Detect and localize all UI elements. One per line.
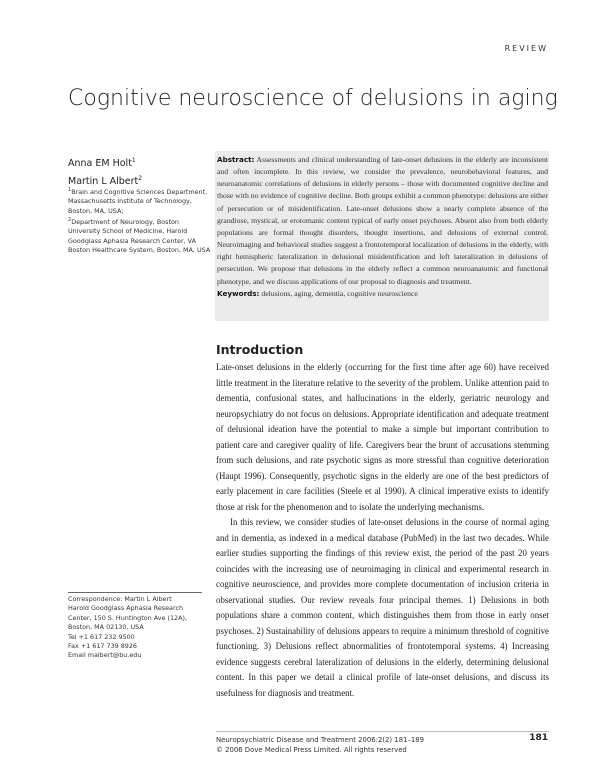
correspondence-line: Harold Goodglass Aphasia Research [68,604,184,613]
body-paragraph: Late-onset delusions in the elderly (occurring for the first time after age 60) have received little treatment in the literature relative to the severity of the problem. Unlike attention paid to dementia, confusional states, and hallucinations in the elderly, geriatric neurology and neuropsychiatry do not focus on delusions. Appropriate identification and adequate treatment of delusional ideation have the potential to make a simple but important contribution to patient care and caregiver quality of life. Caregivers bear the brunt of accusations stemming from such delusions, and rate psychotic signs as more stressful than cognitive deterioration (Haupt 1996). Consequently, psychotic signs in the elderly are one of the best predictors of early placement in care facilities (Steele et al 1990). A clinical imperative exists to identify those at risk for the phenomenon and to isolate the underlying mechanisms. [216,362,549,512]
correspondence-line: Boston, MA 02130, USA [68,623,144,632]
abstract-label: Abstract: [217,155,255,164]
journal-citation: Neuropsychiatric Disease and Treatment 2006:2(2) 181–189 [216,736,425,744]
correspondence-line: Fax +1 617 739 8926 [68,642,137,651]
author-list [68,153,208,189]
copyright-notice: © 2006 Dove Medical Press Limited. All rights reserved [216,746,407,754]
abstract [217,154,548,300]
body-paragraph: In this review, we consider studies of late-onset delusions in the course of normal aging and in dementia, as indexed in a medical database (PubMed) in the last two decades. While earlier studies supporting the findings of this review exist, the period of the past 20 years coincides with the increasing use of neuroimaging in clinical and experimental research in cognitive neuroscience, and provides more complete documentation of inclusion criteria in observational studies. Our review reveals four principal themes. 1) Delusions in both populations share a common content, which distinguishes them from those in early onset psychoses. 2) Sustainability of delusions appears to require a minimum threshold of cognitive functioning. 3) Delusions reflect abnormalities of frontotemporal systems. 4) Increasing evidence suggests cerebral lateralization of delusions in the elderly, determining delusional content. In this paper we detail a clinical profile of late-onset delusions, and discuss its usefulness for diagnosis and treatment. [216,517,549,698]
affiliation: $^1$Brain and Cognitive Sciences Department, Massachusetts Institute of Technology, Boston, MA, USA; [68,187,208,215]
correspondence-email[interactable]: Email malbert@bu.edu [68,651,142,660]
article-title: Cognitive neuroscience of delusions in aging [68,86,558,111]
author-name: Anna EM Holt$^1$ [68,157,136,170]
correspondence-line: Center, 150 S. Huntington Ave (12A), [68,613,187,622]
keywords-label: Keywords: [217,288,260,298]
keywords-text: delusions, aging, dementia, cognitive neuroscience [261,288,418,298]
correspondence-divider [68,592,202,593]
correspondence-line: Tel +1 617 232 9500 [68,632,135,641]
section-label: REVIEW [504,44,548,53]
correspondence-block [68,595,208,661]
abstract-text: Assessments and clinical understanding of late-onset delusions in the elderly are inconsistent and often incomplete. In this review, we consider the prevalence, neurobehavioral features, and neuroanatomic correlations of delusions in elderly persons – those with documented cognitive decline and those with no evidence of cognitive decline. Both groups exhibit a common phenotype: delusions are either of persecution or of misidentification. Late-onset delusions show a nearly complete absence of the grandiose, mystical, or erotomanic content typical of early onset psychoses. Absent also from both elderly populations are formal thought disorders, thought insertions, and delusions of external control. Neuroimaging and behavioral studies suggest a frontotemporal localization of delusions in the elderly, with right hemispheric lateralization in delusional misidentification and left lateralization in delusions of persecution. We propose that delusions in the elderly reflect a common neuroanatomic and functional phenotype, and we discuss applications of our proposal to diagnosis and treatment. [217,155,549,286]
page-footer [216,735,549,755]
page-number: 181 [529,733,548,743]
section-heading-introduction: Introduction [216,342,304,357]
affiliation: $^2$Department of Neurology, Boston University School of Medicine, Harold Goodglass Aphasia Research Center, VA Boston Healthcare System, Boston, MA, USA [68,217,211,255]
footer-divider [216,731,549,732]
introduction-body [216,360,549,701]
affiliations [68,186,213,255]
author-name: Martin L Albert$^2$ [68,175,143,188]
correspondence-line: Correspondence: Martin L Albert [68,595,172,603]
